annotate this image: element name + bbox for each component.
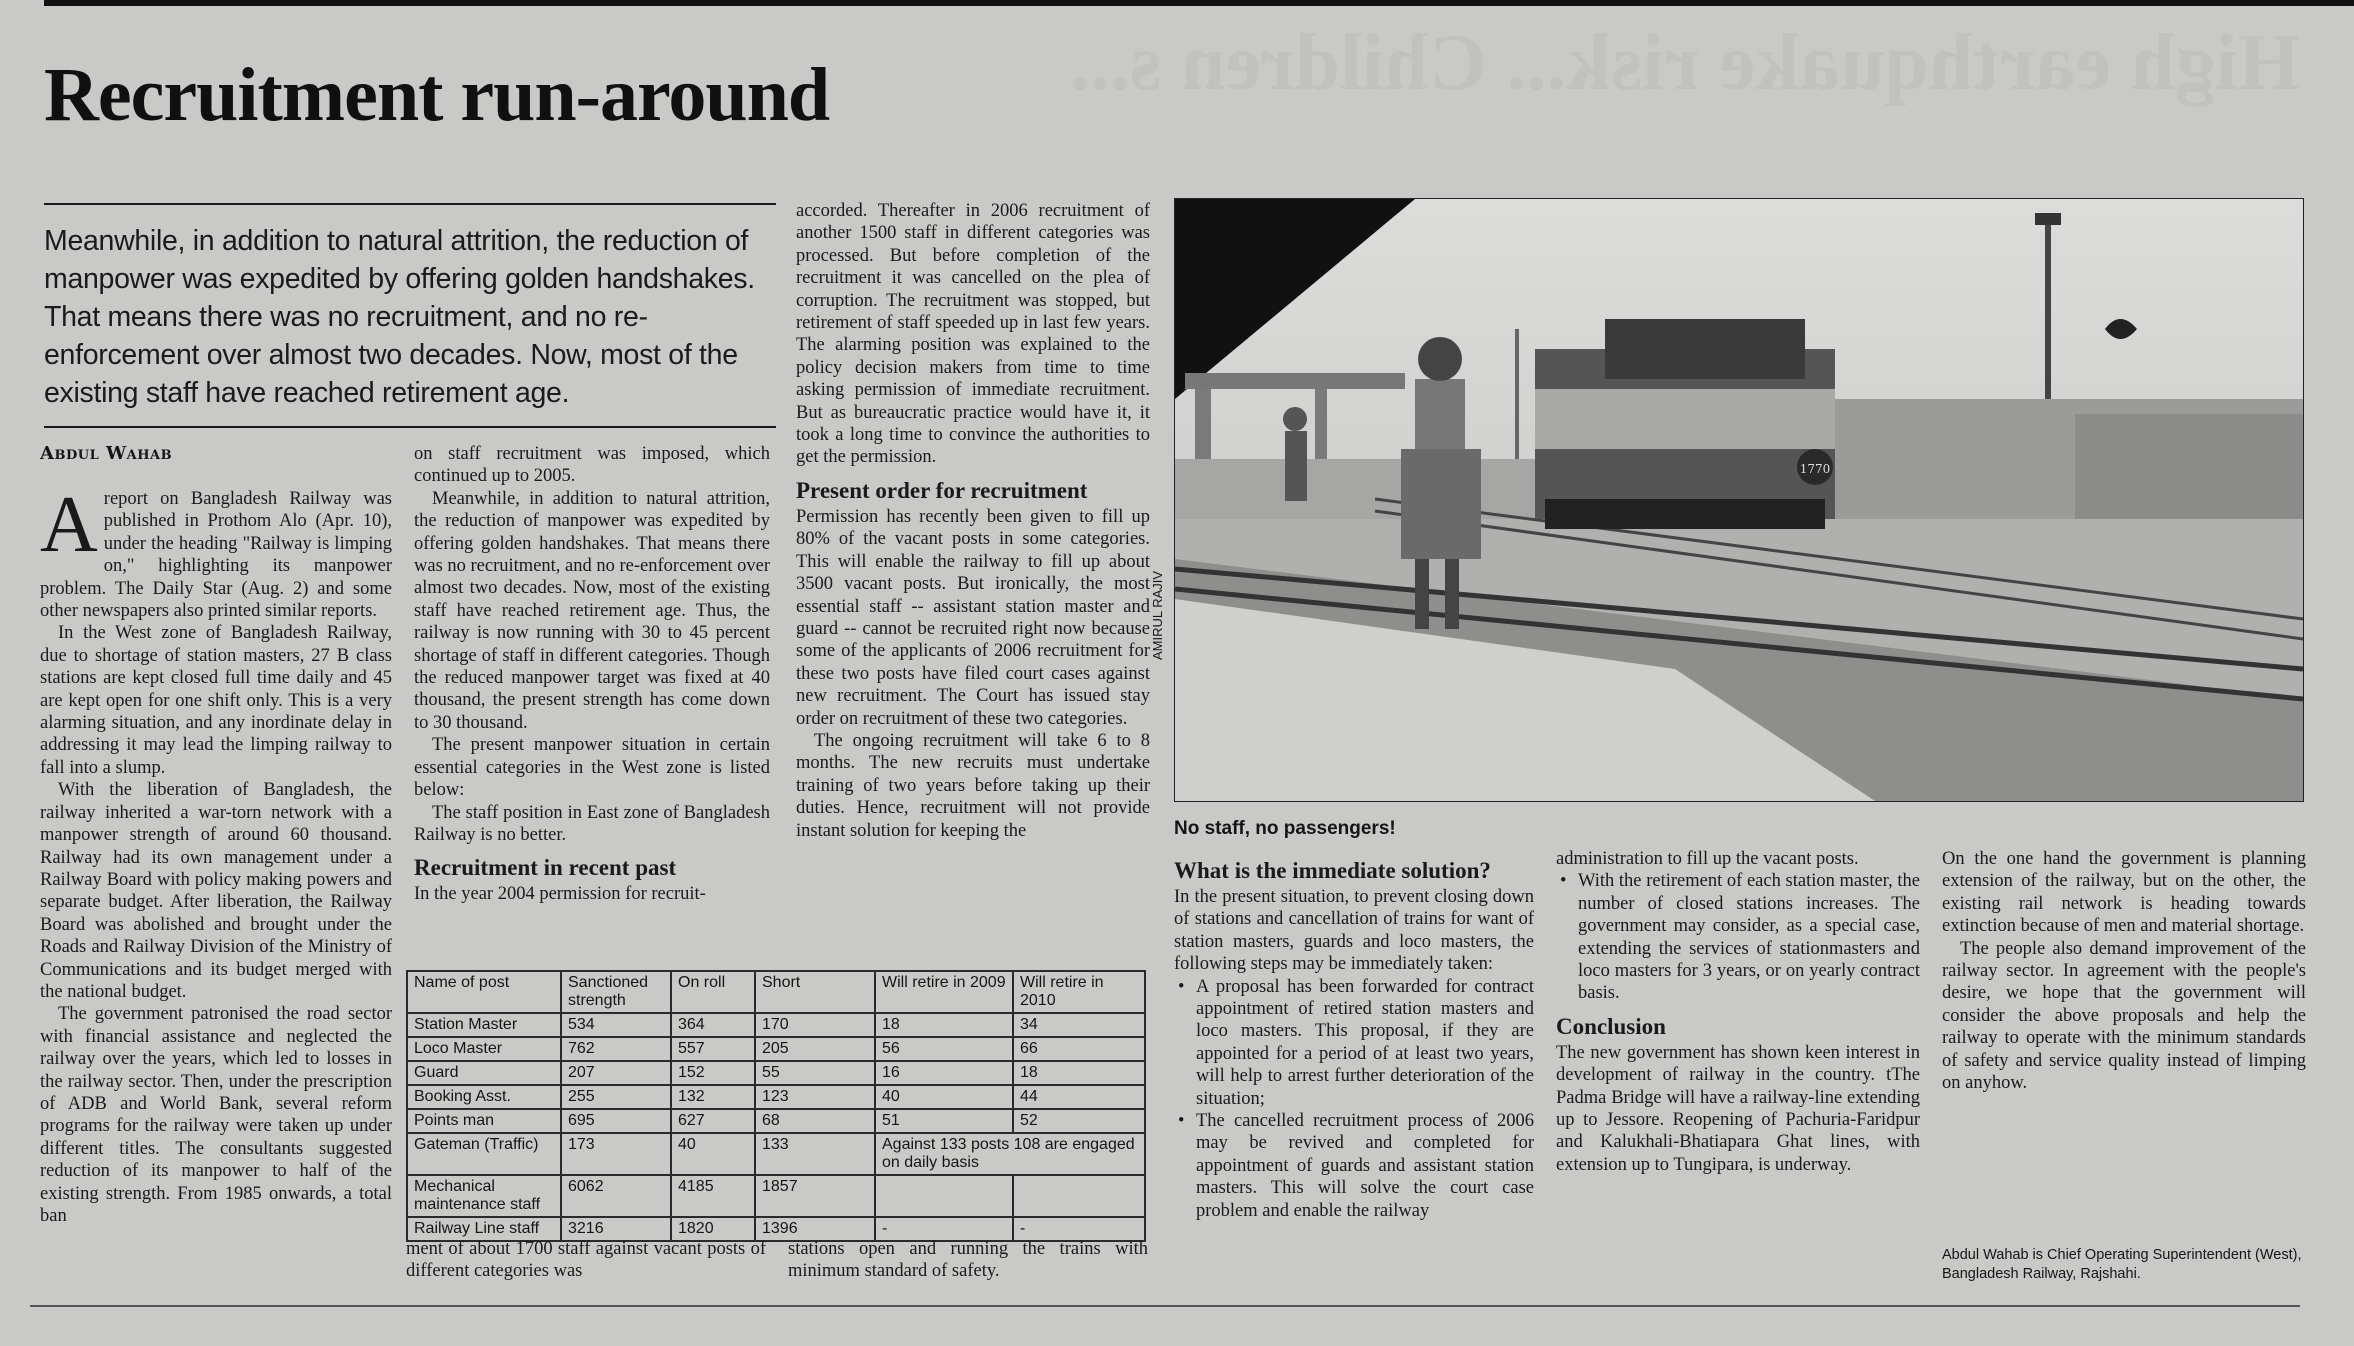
- table-cell: 557: [671, 1037, 755, 1061]
- paragraph: The staff position in East zone of Bangladesh Railway is no better.: [414, 802, 770, 845]
- table-header: On roll: [671, 971, 755, 1013]
- pull-quote: Meanwhile, in addition to natural attrition, the reduction of manpower was expedited by offering golden handshakes. That means there was no recruitment, and no re-enforcement over almost two decades. Now, most of the existing staff have reached retirement age.: [44, 225, 755, 409]
- paragraph: The ongoing recruitment will take 6 to 8 months. The new recruits must undertake training of two years before taking up their duties. Hence, recruitment will not provide instant solution for keeping the: [796, 730, 1150, 841]
- column-3: [796, 200, 1150, 842]
- solution-list: [1174, 976, 1534, 1222]
- paragraph: administration to fill up the vacant posts.: [1556, 849, 1859, 869]
- column-3-continued: [788, 1238, 1148, 1283]
- paragraph: On the one hand the government is planning extension of the railway, but on the other, the existing rail network is heading towards extinction because of men and material shortage.: [1942, 849, 2306, 937]
- table-cell: 6062: [561, 1175, 671, 1217]
- column-2-continued: [406, 1238, 766, 1283]
- table-cell: 3216: [561, 1217, 671, 1241]
- table-cell: 51: [875, 1109, 1013, 1133]
- table-cell: 132: [671, 1085, 755, 1109]
- table-row: [407, 1085, 1145, 1109]
- paragraph: Areport on Bangladesh Railway was published in Prothom Alo (Apr. 10), under the heading "Railway is limping on," highlighting its manpower problem. The Daily Star (Aug. 2) and some other newspapers also printed similar reports.: [40, 481, 392, 622]
- paragraph: on staff recruitment was imposed, which continued up to 2005.: [414, 444, 770, 487]
- table-cell: 207: [561, 1061, 671, 1085]
- paragraph: In the West zone of Bangladesh Railway, due to shortage of station masters, 27 B class stations are kept closed full time daily and 45 are kept open for one shift only. This is a very alarming situation, and any inordinate delay in addressing it may lead the limping railway to fall into a slump.: [40, 623, 392, 778]
- column-6: [1942, 848, 2306, 1094]
- paragraph: ment of about 1700 staff against vacant posts of different categories was: [406, 1239, 766, 1282]
- table-cell: 255: [561, 1085, 671, 1109]
- author-bio: Abdul Wahab is Chief Operating Superintendent (West), Bangladesh Railway, Rajshahi.: [1942, 1247, 2302, 1282]
- paragraph: The people also demand improvement of the railway sector. In agreement with the people's desire, we hope that the government will consider the above proposals and help the railway to operate with the minimum standards of safety and service quality instead of limping on anyhow.: [1942, 938, 2306, 1094]
- paragraph: In the year 2004 permission for recruit-: [414, 884, 706, 905]
- table-cell: 55: [755, 1061, 875, 1085]
- table-cell: 4185: [671, 1175, 755, 1217]
- photo-credit: AMIRUL RAJIV: [1150, 570, 1165, 660]
- paragraph: Permission has recently been given to fill up 80% of the vacant posts in some categories. This will enable the railway to fill up about 3500 vacant posts. But ironically, the most essential staff -- assistant station master and guard -- cannot be recruited right now because some of the applicants of 2006 recruitment for these two posts have filed court cases against new recruitment. The Court has issued stay order on recruitment of these two categories.: [796, 506, 1150, 729]
- train-photo-svg: [1175, 199, 2303, 801]
- table-cell: 40: [671, 1133, 755, 1175]
- train-photo: [1174, 198, 2304, 802]
- table-cell: Loco Master: [407, 1037, 561, 1061]
- table-cell: -: [1013, 1217, 1145, 1241]
- table-cell: Railway Line staff: [407, 1217, 561, 1241]
- list-item: • The cancelled recruitment process of 2006 may be revived and completed for appointment of guards and assistant station masters. This will solve the court case problem and enable the railway: [1174, 1110, 1534, 1222]
- table-cell: 52: [1013, 1109, 1145, 1133]
- table-cell: 627: [671, 1109, 755, 1133]
- table-cell: 1396: [755, 1217, 875, 1241]
- byline: Abdul Wahab: [40, 443, 173, 464]
- table-cell: 18: [875, 1013, 1013, 1037]
- paragraph: With the liberation of Bangladesh, the railway inherited a war-torn network with a manpower strength of around 60 thousand. Railway had its own management under a Railway Board with policy making powers and separate budget. After liberation, the Railway Board was abolished and brought under the Roads and Railway Division of the Ministry of Communications and its budget merged with the national budget.: [40, 780, 392, 1002]
- subhead-conclusion: Conclusion: [1556, 1013, 1666, 1039]
- paragraph: The new government has shown keen interest in development of railway in the country. tThe Padma Bridge will have a railway-line extending up to Jessore. Reopening of Pachuria-Faridpur and Kalukhali-Bhatiapara Ghat lines, with extension up to Tungipara, is underway.: [1556, 1042, 1920, 1175]
- table-cell: 170: [755, 1013, 875, 1037]
- list-item: • A proposal has been forwarded for contract appointment of retired station masters and loco masters. This proposal, if they are appointed for a period of at least two years, will help to arrest further deterioration of the situation;: [1174, 976, 1534, 1110]
- top-rule: [44, 0, 2354, 6]
- table-header: Will retire in 2009: [875, 971, 1013, 1013]
- table-cell: 1857: [755, 1175, 875, 1217]
- column-2: [414, 443, 770, 906]
- table-cell: 152: [671, 1061, 755, 1085]
- table-header-row: [407, 971, 1145, 1013]
- table-cell: 123: [755, 1085, 875, 1109]
- subhead-present-order: Present order for recruitment: [796, 477, 1088, 503]
- paragraph: In the present situation, to prevent closing down of stations and cancellation of trains for want of station masters, guards and loco masters, the following steps may be immediately taken:: [1174, 887, 1534, 975]
- table-cell: 18: [1013, 1061, 1145, 1085]
- table-cell: Booking Asst.: [407, 1085, 561, 1109]
- table-cell: Against 133 posts 108 are engaged on daily basis: [875, 1133, 1145, 1175]
- table-cell: 16: [875, 1061, 1013, 1085]
- table-cell: 534: [561, 1013, 671, 1037]
- column-4: [1174, 857, 1534, 1222]
- headline: Recruitment run-around: [44, 53, 830, 137]
- table-header: Sanctioned strength: [561, 971, 671, 1013]
- table-cell: Guard: [407, 1061, 561, 1085]
- pull-quote-bottom-rule: [44, 426, 776, 428]
- table-row: [407, 1109, 1145, 1133]
- list-item: • With the retirement of each station master, the number of closed stations increases. The government may consider, as a special case, extending the services of stationmasters and loco masters for 3 years, or on yearly contract basis.: [1556, 870, 1920, 1004]
- manpower-table: [406, 970, 1146, 1242]
- table-cell: Mechanical maintenance staff: [407, 1175, 561, 1217]
- paragraph: Meanwhile, in addition to natural attrition, the reduction of manpower was expedited by offering golden handshakes. That means there was no recruitment, and no re-enforcement over almost two decades. Now, most of the existing staff have reached retirement age. Thus, the railway is now running with 30 to 45 percent shortage of staff in different categories. Though the reduced manpower target was fixed at 40 thousand, the present strength has come down to 30 thousand.: [414, 488, 770, 733]
- table-row: [407, 1133, 1145, 1175]
- table-cell: Points man: [407, 1109, 561, 1133]
- table-header: Will retire in 2010: [1013, 971, 1145, 1013]
- table-cell: 68: [755, 1109, 875, 1133]
- table-cell: -: [875, 1217, 1013, 1241]
- table-header: Name of post: [407, 971, 561, 1013]
- table-cell: 205: [755, 1037, 875, 1061]
- table-cell: 44: [1013, 1085, 1145, 1109]
- table-cell: 695: [561, 1109, 671, 1133]
- table-cell: 133: [755, 1133, 875, 1175]
- bleed-through-headline: High earthquake risk... Children s...: [1070, 19, 2300, 107]
- column-1: [40, 481, 392, 1227]
- photo-caption: No staff, no passengers!: [1174, 818, 1396, 839]
- table-cell: 40: [875, 1085, 1013, 1109]
- bottom-rule: [30, 1305, 2300, 1307]
- paragraph: accorded. Thereafter in 2006 recruitment of another 1500 staff in different categories was processed. But before completion of the recruitment it was cancelled on the plea of corruption. The recruitment was stopped, but retirement of staff speeded up in last few years. The alarming position was explained to the policy decision makers from time to time asking permission of immediate recruitment. But as bureaucratic practice would have it, it took a long time to convince the authorities to get the permission.: [796, 201, 1150, 468]
- table-row: [407, 1013, 1145, 1037]
- table-cell: 1820: [671, 1217, 755, 1241]
- subhead-immediate-solution: What is the immediate solution?: [1174, 858, 1491, 883]
- solution-list-continued: [1556, 870, 1920, 1004]
- table-row: [407, 1175, 1145, 1217]
- table-row: [407, 1037, 1145, 1061]
- paragraph: The government patronised the road sector with financial assistance and neglected the railway over the years, which led to losses in the railway sector. Then, under the prescription of ADB and World Bank, several reform programs for the railway were taken up under different titles. The consultants suggested reduction of its manpower to half of the existing strength. From 1985 onwards, a total ban: [40, 1004, 392, 1226]
- table-cell: [1013, 1175, 1145, 1217]
- subhead-recruitment-recent-past: Recruitment in recent past: [414, 855, 677, 881]
- table-cell: 173: [561, 1133, 671, 1175]
- table-cell: Station Master: [407, 1013, 561, 1037]
- table-cell: 762: [561, 1037, 671, 1061]
- column-5: [1556, 848, 1920, 1176]
- table-cell: Gateman (Traffic): [407, 1133, 561, 1175]
- table-row: [407, 1061, 1145, 1085]
- loco-number: 1770: [1799, 462, 1831, 476]
- pull-quote-top-rule: [44, 203, 776, 205]
- table-cell: 56: [875, 1037, 1013, 1061]
- table-cell: 66: [1013, 1037, 1145, 1061]
- paragraph: The present manpower situation in certain essential categories in the West zone is listed below:: [414, 735, 770, 801]
- table-cell: 34: [1013, 1013, 1145, 1037]
- paragraph: stations open and running the trains with minimum standard of safety.: [788, 1239, 1148, 1282]
- table-cell: [875, 1175, 1013, 1217]
- table-cell: 364: [671, 1013, 755, 1037]
- drop-cap: A: [40, 481, 98, 569]
- table-header: Short: [755, 971, 875, 1013]
